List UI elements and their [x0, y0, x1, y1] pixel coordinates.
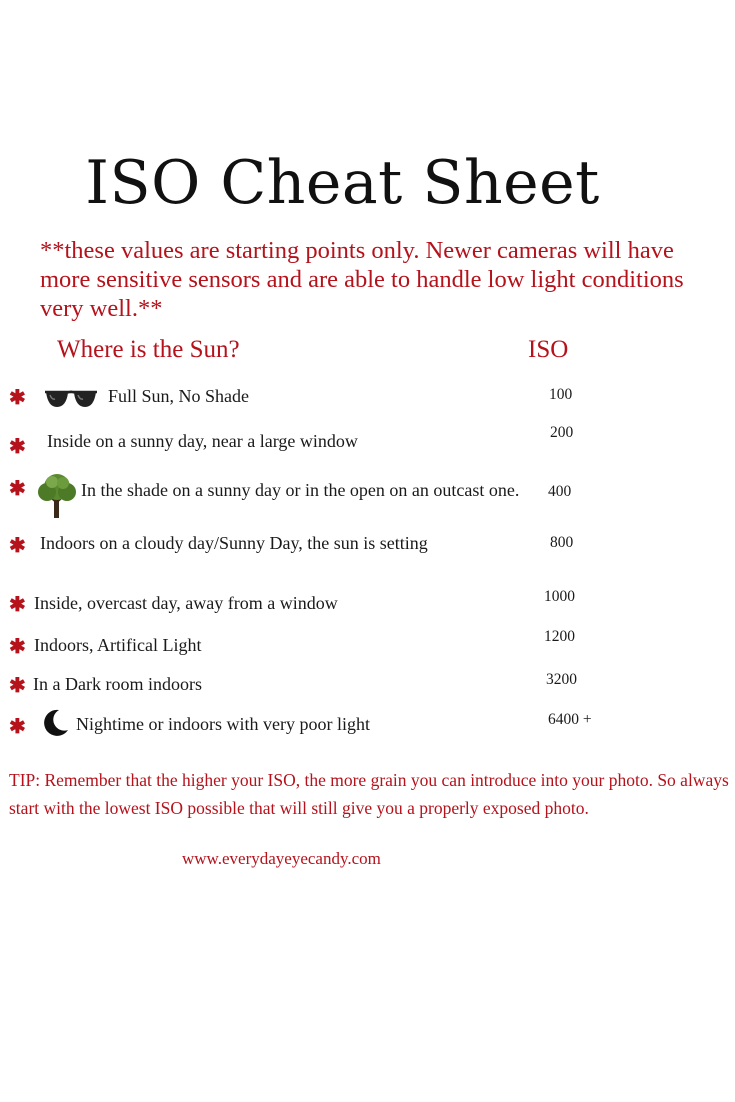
row-label: In the shade on a sunny day or in the open on an outcast one. [81, 480, 520, 500]
website-url: www.everydayeyecandy.com [182, 849, 381, 868]
asterisk-bullet-icon: ✱ [9, 634, 26, 658]
asterisk-bullet-icon: ✱ [9, 673, 26, 697]
row-label: Nightime or indoors with very poor light [76, 714, 370, 734]
row-label: Indoors on a cloudy day/Sunny Day, the sun is setting [40, 533, 428, 553]
row-iso-value: 1200 [544, 628, 575, 645]
asterisk-bullet-icon: ✱ [9, 592, 26, 616]
row-iso-value: 3200 [546, 671, 577, 688]
asterisk-bullet-icon: ✱ [9, 434, 26, 458]
page-title: ISO Cheat Sheet [85, 148, 600, 218]
row-label: In a Dark room indoors [33, 674, 202, 694]
row-iso-value: 100 [549, 386, 573, 403]
row-iso-value: 200 [550, 424, 574, 441]
asterisk-bullet-icon: ✱ [9, 533, 26, 557]
tip-text: TIP: Remember that the higher your ISO, the more grain you can introduce into your photo. So always start with the lowest ISO possible that will still give you a properly exposed photo. [9, 770, 729, 818]
asterisk-bullet-icon: ✱ [9, 385, 26, 409]
row-label: Inside, overcast day, away from a window [34, 593, 338, 613]
row-label: Inside on a sunny day, near a large window [47, 431, 358, 451]
column-header-where-is-the-sun: Where is the Sun? [57, 336, 240, 363]
row-iso-value: 400 [548, 483, 572, 500]
row-iso-value: 800 [550, 534, 574, 551]
sunglasses-icon [44, 388, 98, 414]
disclaimer-note: **these values are starting points only. Newer cameras will have more sensitive sensors and are able to handle low light conditions very well.** [40, 237, 684, 322]
row-iso-value: 6400 + [548, 711, 592, 728]
asterisk-bullet-icon: ✱ [9, 714, 26, 738]
row-label: Full Sun, No Shade [108, 386, 250, 406]
asterisk-bullet-icon: ✱ [9, 476, 26, 500]
tree-icon [35, 472, 79, 522]
row-iso-value: 1000 [544, 588, 575, 605]
crescent-moon-icon [40, 708, 70, 742]
column-header-iso: ISO [528, 336, 569, 363]
row-label: Indoors, Artifical Light [34, 635, 202, 655]
